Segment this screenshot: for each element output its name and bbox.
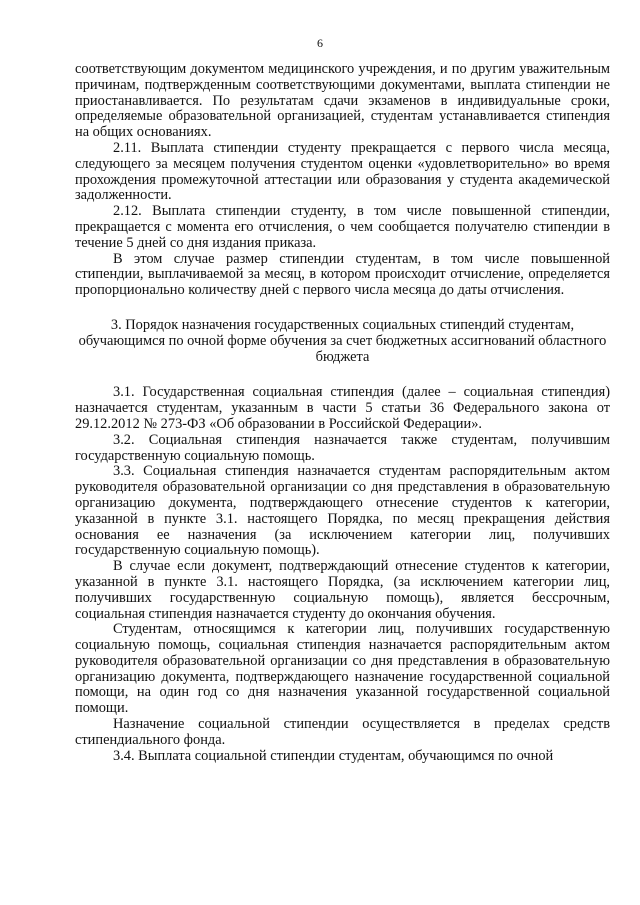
paragraph: соответствующим документом медицинского учреждения, и по другим уважительным причинам, подтвержденным соответствующими документами, выплата стипендии не приостанавливается. По результатам сдачи экзаменов в индивидуальные сроки, определяемые образовательной организацией, студентам устанавливается стипендия на общих основаниях. <box>75 61 610 141</box>
document-body <box>75 62 610 764</box>
paragraph: 3.2. Социальная стипендия назначается также студентам, получившим государственную социальную помощь. <box>75 431 610 464</box>
paragraph: 2.11. Выплата стипендии студенту прекращается с первого числа месяца, следующего за месяцем получения студентом оценки «удовлетворительно» во время прохождения промежуточной аттестации или образования у студента академической задолженности. <box>75 139 610 204</box>
paragraph: 3.4. Выплата социальной стипендии студентам, обучающимся по очной <box>113 747 554 764</box>
section-heading: 3. Порядок назначения государственных социальных стипендий студентам, обучающимся по очной форме обучения за счет бюджетных ассигнований областного бюджета <box>78 316 607 365</box>
paragraph: В этом случае размер стипендии студентам, в том числе повышенной стипендии, выплачиваемой за месяц, в котором происходит отчисление, определяется пропорционально количеству дней с первого числа месяца до даты отчисления. <box>75 250 610 299</box>
paragraph: 2.12. Выплата стипендии студенту, в том числе повышенной стипендии, прекращается с момента его отчисления, о чем сообщается получателю стипендии в течение 5 дней со дня издания приказа. <box>75 203 610 251</box>
paragraph: Назначение социальной стипендии осуществляется в пределах средств стипендиального фонда. <box>75 716 610 748</box>
page-number: 6 <box>317 36 323 50</box>
paragraph: В случае если документ, подтверждающий отнесение студентов к категории, указанной в пункте 3.1. настоящего Порядка, (за исключением категории лиц, получивших государственную социальную помощь), является бессрочным, социальная стипендия назначается студенту до окончания обучения. <box>75 558 610 622</box>
paragraph: 3.3. Социальная стипендия назначается студентам распорядительным актом руководителя образовательной организации со дня представления в образовательную организацию документа, подтверждающего отнесение студентов к категории, указанной в пункте 3.1. настоящего Порядка, по месяц прекращения действия основания ее назначения (за исключением категории лиц, получивших государственную социальную помощь). <box>75 463 610 559</box>
paragraph: 3.1. Государственная социальная стипендия (далее – социальная стипендия) назначается студентам, указанным в части 5 статьи 36 Федерального закона от 29.12.2012 № 273-ФЗ «Об образовании в Российской Федерации». <box>75 384 610 432</box>
paragraph: Студентам, относящимся к категории лиц, получивших государственную социальную помощь, социальная стипендия назначается распорядительным актом руководителя образовательной организации со дня представления в образовательную организацию документа, подтверждающего назначение государственной социальной помощи, на один год со дня назначения указанной государственной социальной помощи. <box>75 621 610 717</box>
